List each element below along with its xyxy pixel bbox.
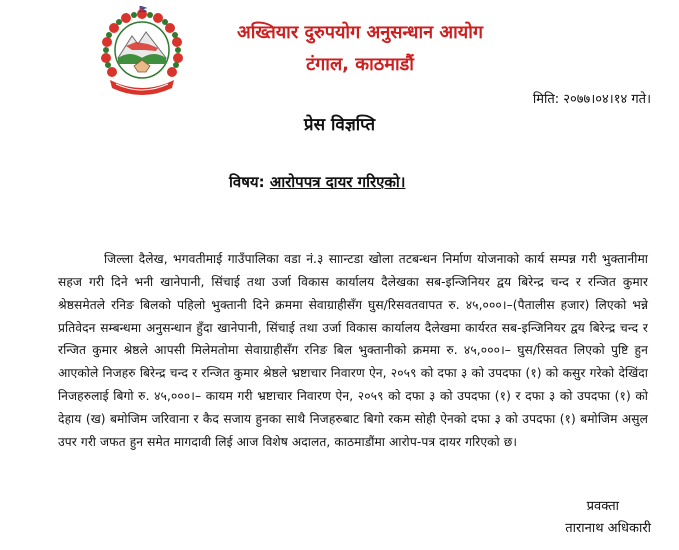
organization-address: टंगाल, काठमाडौं [306, 54, 414, 75]
subject-line [229, 172, 405, 192]
organization-name: अख्तियार दुरुपयोग अनुसन्धान आयोग [236, 22, 484, 43]
body-paragraph: जिल्ला दैलेख, भगवतीमाई गाउँपालिका वडा नं.३ साान्टडा खोला तटबन्धन निर्माण योजनाको कार्य सम्पन्न गरी भुक्तानीमा सहज गरी दिने भनी खानेपानी, सिंचाई तथा उर्जा विकास कार्यालय दैलेखका सब-इन्जिनियर द्वय बिरेन्द्र चन्द र रन्जित कुमार श्रेष्ठसमेतले रनिङ बिलको पहिलो भुक्तानी दिने क्रममा सेवाग्राहीसँग घुस/रिसवतवापत रु. ४५,०००।–(पैतालीस हजार) लिएको भन्ने प्रतिवेदन सम्बन्धमा अनुसन्धान हुँदा खानेपानी, सिंचाई तथा उर्जा विकास कार्यालय दैलेखमा कार्यरत सब-इन्जिनियर द्वय बिरेन्द्र चन्द र रन्जित कुमार श्रेष्ठले आपसी मिलेमतोमा सेवाग्राहीसँग रनिङ बिल भुक्तानीको क्रममा रु. ४५,०००।– घुस/रिसवत लिएको पुष्टि हुन आएकोले निजहरु बिरेन्द्र चन्द र रन्जित कुमार श्रेष्ठले भ्रष्टाचार निवारण ऐन, २०५९ को दफा ३ को उपदफा (१) को कसुर गरेको देखिंदा निजहरुलाई बिगो रु. ४५,०००।– कायम गरी भ्रष्टाचार निवारण ऐन, २०५९ को दफा ३ को उपदफा (१) र दफा ३ को उपदफा (१) को देहाय (ख) बमोजिम जरिवाना र कैद सजाय हुनका साथै निजहरुबाट बिगो रकम सोही ऐनको दफा ३ को उपदफा (१) बमोजिम असुल उपर गरी जफत हुन समेत मागदावी लिई आज विशेष अदालत, काठमाडौंमा आरोप-पत्र दायर गरिएको छ। [58, 252, 648, 449]
nepal-coat-of-arms-icon [96, 6, 188, 98]
subject-text: आरोपपत्र दायर गरिएको। [269, 173, 406, 191]
document-title: प्रेस विज्ञप्ति [303, 115, 376, 135]
signatory-role: प्रवक्ता [586, 499, 619, 514]
signatory-name: तारानाथ अधिकारी [565, 521, 651, 536]
subject-label: विषय: [229, 173, 265, 191]
release-date: मिति: २०७७।०४।१४ गते। [532, 92, 651, 107]
